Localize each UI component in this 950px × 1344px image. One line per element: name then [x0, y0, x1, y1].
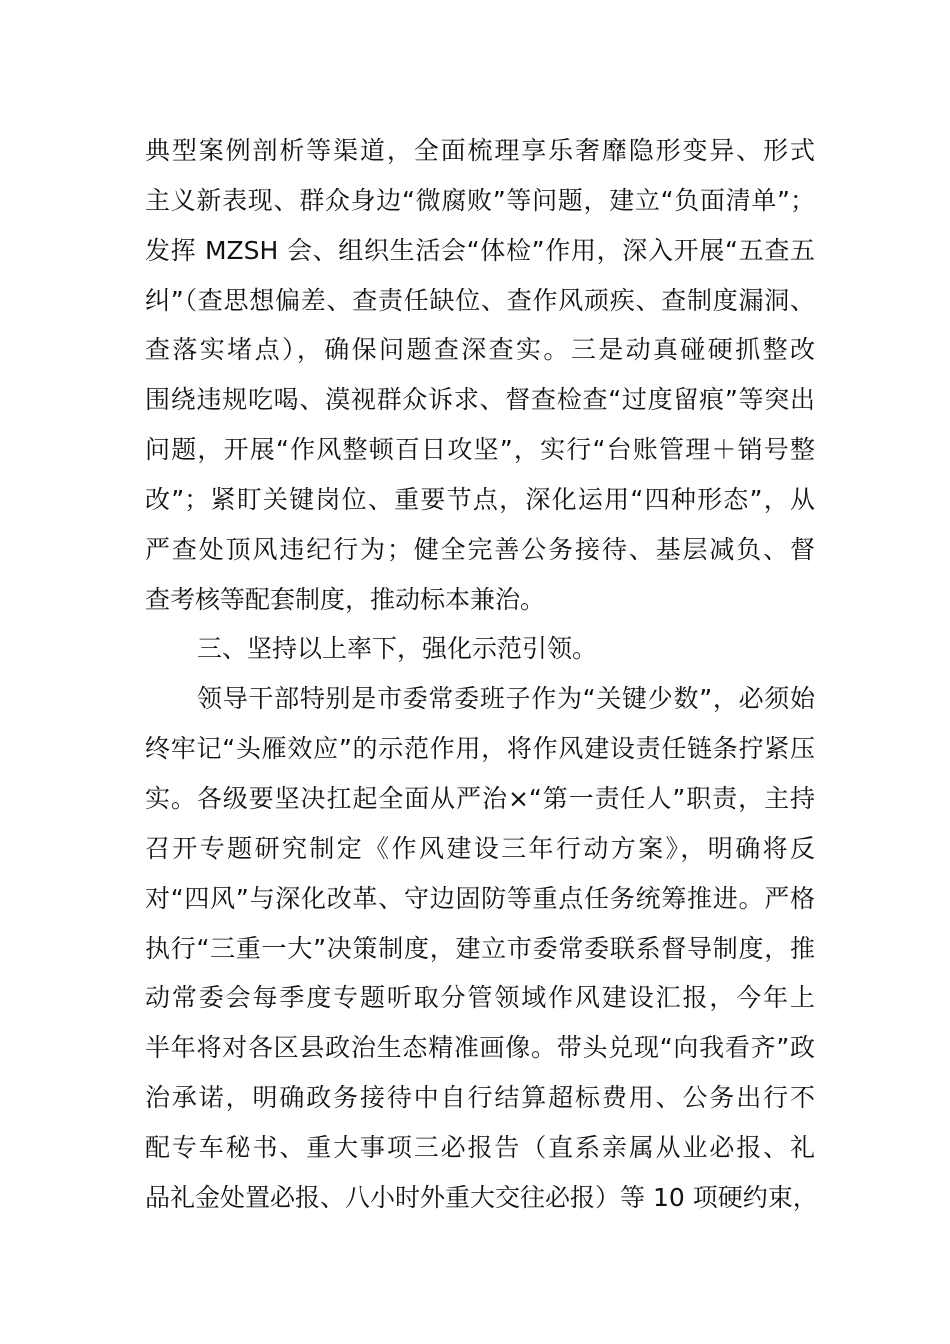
- text-line-19: 半年将对各区县政治生态精准画像。带头兑现“向我看齐”政: [145, 1033, 815, 1063]
- text-line-7: 问题，开展“作风整顿百日攻坚”，实行“台账管理＋销号整: [145, 435, 815, 465]
- text-line-15: 召开专题研究制定《作风建设三年行动方案》，明确将反: [145, 833, 815, 863]
- text-line-5: 查落实堵点），确保问题查深查实。三是动真碰硬抓整改: [145, 335, 815, 365]
- text-line-6: 围绕违规吃喝、漠视群众诉求、督查检查“过度留痕”等突出: [145, 385, 815, 415]
- text-line-13: 终牢记“头雁效应”的示范作用，将作风建设责任链条拧紧压: [145, 734, 815, 764]
- text-line-4: 纠”（查思想偏差、查责任缺位、查作风顽疾、查制度漏洞、: [145, 285, 815, 315]
- text-line-16: 对“四风”与深化改革、守边固防等重点任务统筹推进。严格: [145, 883, 815, 913]
- text-line-8: 改”；紧盯关键岗位、重要节点，深化运用“四种形态”，从: [145, 484, 815, 514]
- text-line-21: 配专车秘书、重大事项三必报告（直系亲属从业必报、礼: [145, 1132, 815, 1162]
- text-line-14: 实。各级要坚决扛起全面从严治×“第一责任人”职责，主持: [145, 783, 815, 813]
- text-line-17: 执行“三重一大”决策制度，建立市委常委联系督导制度，推: [145, 933, 815, 963]
- section-heading: 三、坚持以上率下，强化示范引领。: [197, 634, 598, 664]
- text-line-20: 治承诺，明确政务接待中自行结算超标费用、公务出行不: [145, 1083, 815, 1113]
- text-line-3: 发挥 MZSH 会、组织生活会“体检”作用，深入开展“五查五: [145, 235, 815, 265]
- text-line-10: 查考核等配套制度，推动标本兼治。: [145, 584, 546, 614]
- text-line-9: 严查处顶风违纪行为；健全完善公务接待、基层减负、督: [145, 534, 815, 564]
- body-text: [145, 126, 818, 1223]
- text-line-18: 动常委会每季度专题听取分管领域作风建设汇报，今年上: [145, 983, 815, 1013]
- text-line-1: 典型案例剖析等渠道，全面梳理享乐奢靡隐形变异、形式: [145, 136, 815, 165]
- text-line-12: 领导干部特别是市委常委班子作为“关键少数”，必须始: [197, 684, 815, 714]
- text-line-22: 品礼金处置必报、八小时外重大交往必报）等 10 项硬约束，: [145, 1182, 818, 1212]
- text-line-2: 主义新表现、群众身边“微腐败”等问题，建立“负面清单”；: [145, 185, 815, 215]
